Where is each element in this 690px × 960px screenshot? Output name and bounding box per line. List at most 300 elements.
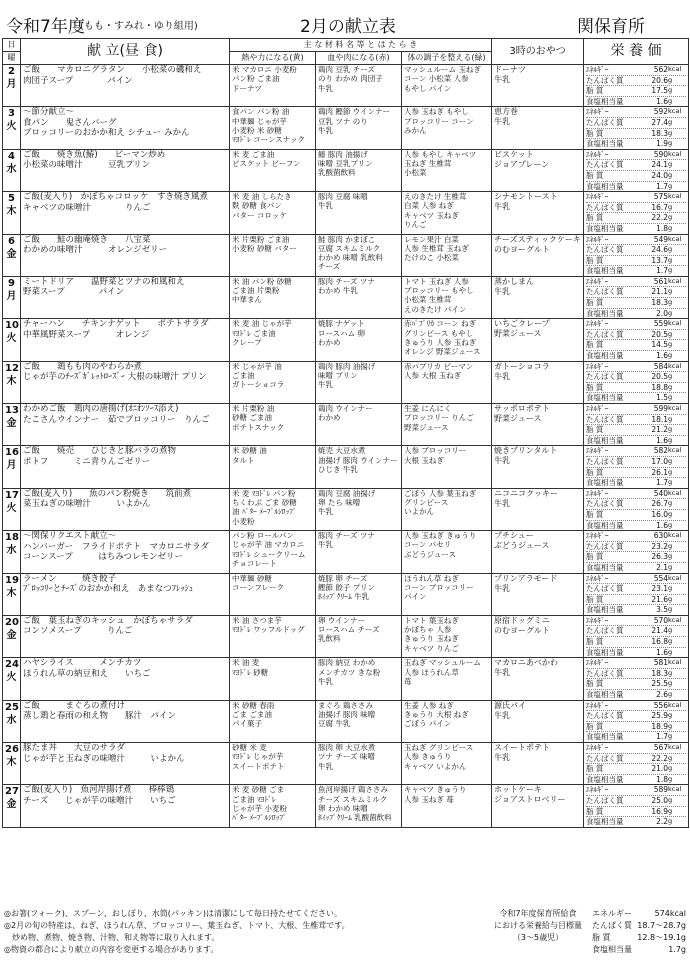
text-line: ご飯(麦入り) 魚河岸揚げ煮 棒棒鶏 bbox=[23, 785, 175, 796]
snack-cell bbox=[492, 234, 584, 276]
text-line: 小麦粉 砂糖 バター bbox=[232, 243, 297, 253]
text-line: 人参 もやし キャベツ bbox=[404, 149, 477, 159]
menu-table bbox=[2, 38, 689, 828]
note-line: ◎2月の旬の特産は、ねぎ、ほうれん草、ブロッコリー、葉玉ねぎ、トマト、大根、生椎茸です。 bbox=[4, 921, 350, 930]
text-line: 牛乳 bbox=[318, 761, 333, 771]
footer-notes bbox=[4, 908, 484, 956]
ingredients-green bbox=[402, 192, 492, 234]
nutrition-label: 脂 質 bbox=[586, 340, 604, 350]
snack-cell bbox=[492, 361, 584, 403]
nutrition-label: 脂 質 bbox=[586, 637, 604, 647]
nutrition-value: 23.1 bbox=[651, 584, 669, 594]
nutrition-label: ｴﾈﾙｷﾞｰ bbox=[586, 446, 609, 456]
date-cell bbox=[3, 234, 21, 276]
weekday: 金 bbox=[6, 799, 17, 811]
ingredients-green bbox=[402, 276, 492, 318]
text-line: 豚肉 卵 大豆水煮 bbox=[318, 743, 376, 752]
text-line: きゅうり 玉ねぎ bbox=[404, 634, 459, 644]
snack-cell bbox=[492, 192, 584, 234]
nutrition-unit: g bbox=[668, 202, 673, 211]
snack-cell bbox=[492, 65, 584, 107]
text-line: りんご bbox=[404, 220, 427, 230]
nutrition-value: 23.2 bbox=[651, 541, 669, 551]
text-line: 牛乳 bbox=[494, 75, 511, 84]
nutrition-value: 18.9 bbox=[651, 721, 669, 731]
nutrition-label: 食塩相当量 bbox=[586, 223, 624, 233]
text-line: わかめ 牛乳 bbox=[318, 286, 358, 296]
text-line: ツナ チーズ 味噌 bbox=[318, 752, 375, 762]
nutrition-unit: g bbox=[668, 245, 673, 254]
nutrition-cell bbox=[584, 192, 689, 234]
text-line: 牛乳 bbox=[318, 540, 333, 550]
nutrition-row bbox=[586, 415, 686, 426]
day-row bbox=[3, 658, 689, 700]
nutrition-value: 1.8 bbox=[656, 223, 669, 233]
nutrition-cell bbox=[584, 743, 689, 785]
nutrition-value: 2.1 bbox=[656, 562, 669, 572]
nutrition-row bbox=[586, 669, 686, 680]
nutrition-label: ｴﾈﾙｷﾞｰ bbox=[586, 573, 609, 583]
nutrition-unit: kcal bbox=[668, 107, 682, 116]
text-line: 人参 玉ねぎ きゅうり bbox=[404, 531, 477, 541]
nutrition-row bbox=[586, 531, 686, 542]
standard-targets bbox=[592, 908, 686, 956]
text-line: 米 マカロニ 小麦粉 bbox=[232, 65, 297, 74]
snack-cell bbox=[492, 404, 584, 446]
ingredients-green bbox=[402, 700, 492, 742]
ingredients-red bbox=[316, 192, 402, 234]
text-line: ビスケット bbox=[494, 149, 534, 159]
nutrition-unit: g bbox=[668, 668, 673, 677]
text-line: 鶏肉 豆乳 チーズ bbox=[318, 65, 375, 74]
day-number: 25 bbox=[5, 701, 19, 713]
day-row bbox=[3, 319, 689, 361]
text-line: 菜玉ねぎの味噌汁 いよかん bbox=[23, 499, 151, 510]
text-line: ポトフ ミニ青りんごゼリー bbox=[23, 456, 151, 467]
nutrition-unit: kcal bbox=[668, 531, 682, 540]
nutrition-label: たんぱく質 bbox=[586, 456, 624, 466]
facility-name: 関保育所 bbox=[577, 17, 645, 37]
text-line: ジョアプレーン bbox=[494, 159, 550, 169]
nutrition-unit: g bbox=[668, 266, 673, 275]
text-line: 牛乳 bbox=[318, 676, 333, 686]
text-line: 油揚げ 豚肉 味噌 bbox=[318, 709, 376, 719]
text-line: チーズ スキムミルク bbox=[318, 794, 388, 804]
date-cell bbox=[3, 404, 21, 446]
text-line: パン粉 ロールパン bbox=[232, 531, 294, 541]
standard-line: における栄養給与目標量 bbox=[494, 921, 582, 930]
day-row bbox=[3, 107, 689, 149]
nutrition-unit: g bbox=[668, 594, 673, 603]
nutrition-unit: g bbox=[668, 223, 673, 232]
text-line: 牛乳 bbox=[318, 507, 333, 517]
day-number: 4 bbox=[8, 150, 15, 162]
nutrition-value: 567 bbox=[653, 743, 669, 752]
nutrition-label: 食塩相当量 bbox=[586, 96, 624, 106]
nutrition-row bbox=[586, 160, 686, 171]
text-line: 中華風野菜スープ オレンジ bbox=[23, 329, 150, 340]
nutrition-unit: g bbox=[668, 774, 673, 783]
nutrition-row bbox=[586, 76, 686, 87]
text-line: 白菜 人参 ねぎ bbox=[404, 201, 454, 211]
nutrition-row bbox=[586, 489, 686, 500]
nutrition-row bbox=[586, 743, 686, 754]
text-line: 中華まん bbox=[232, 295, 262, 305]
text-line: トマト 葉玉ねぎ bbox=[404, 615, 459, 625]
text-line: クレープ bbox=[232, 337, 262, 347]
ingredients-yellow bbox=[230, 446, 316, 488]
text-line: ご飯(麦入り) かぼちゃコロッケ すき焼き風煮 bbox=[23, 192, 208, 203]
nutrition-value: 589 bbox=[653, 785, 669, 795]
nutrition-label: 食塩相当量 bbox=[586, 732, 624, 742]
ingredients-green bbox=[402, 319, 492, 361]
ingredients-red bbox=[316, 361, 402, 403]
nutrition-label: たんぱく質 bbox=[586, 202, 624, 212]
text-line: コーン 小松菜 人参 bbox=[404, 74, 469, 84]
nutrition-unit: kcal bbox=[668, 234, 682, 243]
ingredients-yellow bbox=[230, 531, 316, 573]
nutrition-unit: g bbox=[668, 329, 673, 338]
nutrition-label: たんぱく質 bbox=[586, 117, 624, 127]
nutrition-value: 16.9 bbox=[651, 806, 669, 816]
standard-line: 令和7年度保育所給食 bbox=[499, 909, 577, 918]
text-line: ほうれん草の納豆和え いちご bbox=[23, 668, 151, 679]
nutrition-row bbox=[586, 616, 686, 627]
text-line: プリンアラモード bbox=[494, 573, 558, 583]
text-line: じゃが芋と玉ねぎの味噌汁 いよかん bbox=[23, 753, 185, 764]
nutrition-unit: kcal bbox=[668, 743, 682, 751]
text-line: ホットケーキ bbox=[494, 785, 542, 795]
text-line: 牛乳 bbox=[494, 498, 511, 508]
nutrition-row bbox=[586, 171, 686, 182]
nutrition-label: たんぱく質 bbox=[586, 753, 624, 763]
nutrition-unit: kcal bbox=[668, 488, 682, 497]
nutrition-label: たんぱく質 bbox=[586, 75, 624, 85]
weekday: 火 bbox=[6, 121, 17, 133]
nutrition-label: たんぱく質 bbox=[586, 541, 624, 551]
nutrition-unit: g bbox=[668, 425, 673, 434]
text-line: 牛乳 bbox=[494, 371, 511, 381]
nutrition-label: ｴﾈﾙｷﾞｰ bbox=[586, 65, 609, 74]
text-line: 牛乳 bbox=[494, 286, 511, 296]
nutrition-value: 16.0 bbox=[651, 509, 669, 519]
text-line: 野菜ジュース bbox=[494, 414, 542, 423]
text-line: 食パン 鬼さんバーグ bbox=[23, 117, 117, 128]
text-line: 砂糖 ごま油 bbox=[232, 413, 272, 423]
date-cell bbox=[3, 65, 21, 107]
text-line: ごま油 bbox=[232, 370, 255, 380]
text-line: わかめの味噌汁 オレンジゼリー bbox=[23, 245, 168, 255]
text-line: 鮭 豚肉 かまぼこ bbox=[318, 234, 376, 244]
ingredients-yellow bbox=[230, 488, 316, 530]
nutrition-label: 食塩相当量 bbox=[586, 181, 624, 191]
text-line: マッシュルーム 玉ねぎ bbox=[404, 65, 481, 74]
snack-header: 3時のおやつ bbox=[492, 39, 584, 65]
text-line: ラーメン 焼き餃子 bbox=[23, 573, 117, 584]
nutrition-label: ｴﾈﾙｷﾞｰ bbox=[586, 361, 609, 371]
text-line: 牛乳 bbox=[318, 125, 333, 135]
text-line: 米 麦 油 しらたき bbox=[232, 192, 292, 202]
nutrition-label: 脂 質 bbox=[586, 721, 604, 731]
nutrition-cell bbox=[584, 785, 689, 827]
text-line: キャベツ 玉ねぎ bbox=[404, 210, 459, 220]
weekday: 木 bbox=[6, 375, 17, 387]
nutrition-unit: kcal bbox=[668, 192, 682, 201]
text-line: 小麦粉 bbox=[232, 516, 255, 526]
text-line: キャベツ きゅうり bbox=[404, 785, 467, 795]
nutrition-unit: g bbox=[668, 647, 673, 656]
nutrition-value: 18.1 bbox=[651, 414, 669, 424]
text-line: 蒸かしまん bbox=[494, 276, 535, 286]
menu-cell bbox=[21, 149, 230, 191]
nutrition-row bbox=[586, 690, 686, 700]
nutrition-value: 16.8 bbox=[651, 637, 669, 647]
nutrition-value: 26.3 bbox=[651, 552, 669, 562]
day-number: 13 bbox=[5, 405, 19, 416]
text-line: 味噌 プリン bbox=[318, 370, 358, 380]
nutrition-label: ｴﾈﾙｷﾞｰ bbox=[586, 531, 609, 541]
text-line: 焼豚 卵 チーズ bbox=[318, 573, 368, 583]
nutrition-cell bbox=[584, 615, 689, 657]
nutrition-row bbox=[586, 182, 686, 192]
text-line: みかん bbox=[404, 125, 427, 135]
text-line: ポテトスナック bbox=[232, 422, 285, 432]
weekday: 火 bbox=[6, 502, 17, 514]
text-line: コーンスープ はちみつレモンゼリー bbox=[23, 552, 184, 563]
ingredients-red bbox=[316, 65, 402, 107]
ingredients-green bbox=[402, 361, 492, 403]
ingredients-yellow bbox=[230, 573, 316, 615]
nutrition-cell bbox=[584, 65, 689, 107]
text-line: 砂糖 米 麦 bbox=[232, 743, 267, 752]
text-line: ﾎｲｯﾌﾟｸﾘｰﾑ 牛乳 bbox=[318, 592, 370, 602]
nutrition-cell bbox=[584, 276, 689, 318]
nutrition-value: 599 bbox=[653, 404, 669, 413]
ingredients-red bbox=[316, 531, 402, 573]
ing-green-header: 体の調子を整える(緑) bbox=[402, 52, 492, 65]
text-line: 米 片栗粉 油 bbox=[232, 404, 275, 413]
nutrition-cell bbox=[584, 446, 689, 488]
text-line: 人参 玉ねぎ 苺 bbox=[404, 794, 454, 804]
text-line: チーズスティックケーキ bbox=[494, 234, 581, 244]
text-line: ﾌﾞﾛｯｺﾘｰとﾁｰｽﾞのおかか和え あまなつﾌﾚｯｼｭ bbox=[23, 584, 194, 594]
nutrition-unit: g bbox=[668, 467, 673, 476]
nutrition-unit: g bbox=[668, 478, 673, 487]
nutrition-label: 食塩相当量 bbox=[586, 562, 624, 572]
nutrition-cell bbox=[584, 234, 689, 276]
text-line: 牛乳 bbox=[494, 668, 511, 678]
text-line: ごま油 ﾏﾖﾄﾞﾚ bbox=[232, 794, 276, 804]
nutrition-unit: kcal bbox=[668, 149, 682, 158]
nutrition-unit: g bbox=[668, 170, 673, 179]
nutrition-value: 584 bbox=[653, 361, 669, 371]
text-line: 鰆 豚肉 油揚げ bbox=[318, 149, 368, 159]
nutrition-row bbox=[586, 97, 686, 107]
day-row bbox=[3, 700, 689, 742]
nutrition-value: 14.5 bbox=[651, 340, 669, 350]
nutrition-value: 1.6 bbox=[656, 520, 669, 530]
nutrition-value: 18.3 bbox=[651, 128, 669, 138]
text-line: たけのこ 小松菜 bbox=[404, 253, 459, 263]
text-line: 乳酸菌飲料 bbox=[318, 168, 356, 178]
ingredients-yellow bbox=[230, 658, 316, 700]
text-line: ぶどうジュース bbox=[404, 549, 456, 559]
text-line: 米 油 麦 bbox=[232, 658, 260, 668]
nutrition-row bbox=[586, 319, 686, 330]
text-line: 小松菜の味噌汁 豆乳プリン bbox=[23, 160, 151, 171]
text-line: 赤パプリカ ピーマン bbox=[404, 361, 474, 371]
nutrition-label: 脂 質 bbox=[586, 382, 604, 392]
nutrition-row bbox=[586, 372, 686, 383]
date-cell bbox=[3, 149, 21, 191]
text-line: 牛乳 bbox=[318, 201, 333, 211]
nutrition-value: 24.0 bbox=[651, 170, 669, 180]
nutrition-label: 脂 質 bbox=[586, 298, 604, 308]
ingredients-yellow bbox=[230, 700, 316, 742]
nutrition-value: 561 bbox=[653, 276, 669, 286]
text-line: 米 油 さつま芋 bbox=[232, 615, 282, 625]
text-line: 牛乳 bbox=[494, 710, 511, 720]
ingredients-yellow bbox=[230, 149, 316, 191]
text-line: チーズ じゃが芋の味噌汁 いちご bbox=[23, 795, 176, 806]
nutrition-header: 栄 養 価 bbox=[584, 39, 689, 65]
text-line: ～関保リクエスト献立～ bbox=[23, 531, 117, 542]
snack-cell bbox=[492, 743, 584, 785]
text-line: ブロッコリー もやし bbox=[404, 286, 474, 296]
nutrition-value: 590 bbox=[653, 149, 669, 159]
nutrition-unit: g bbox=[668, 86, 673, 95]
nutrition-label: ｴﾈﾙｷﾞｰ bbox=[586, 107, 609, 117]
text-line: ひじき 牛乳 bbox=[318, 464, 358, 474]
day-number: 24 bbox=[5, 659, 19, 671]
text-line: 米 麦 油 じゃが芋 bbox=[232, 319, 292, 329]
day-row bbox=[3, 743, 689, 785]
ingredients-red bbox=[316, 446, 402, 488]
nutrition-label: 脂 質 bbox=[586, 213, 604, 223]
snack-cell bbox=[492, 785, 584, 827]
ingredients-green bbox=[402, 488, 492, 530]
standard-caption bbox=[492, 908, 584, 944]
text-line: わかめご飯 鶏肉の唐揚げ(ｵﾆｵﾝｿｰｽ添え) bbox=[23, 404, 179, 414]
text-line: グリンピース もやし bbox=[404, 328, 474, 338]
text-line: スイートポテト bbox=[232, 761, 285, 771]
nutrition-label: 食塩相当量 bbox=[586, 647, 624, 657]
nutrition-row bbox=[586, 404, 686, 415]
text-line: 牛乳 bbox=[318, 83, 333, 93]
nutrition-row bbox=[586, 139, 686, 149]
note-line: ◎物資の都合により献立の内容を変更する場合があります。 bbox=[4, 945, 219, 954]
nutrition-unit: g bbox=[668, 117, 673, 126]
nutrition-value: 2.0 bbox=[656, 308, 669, 318]
nutrition-unit: g bbox=[668, 351, 673, 360]
weekday: 木 bbox=[6, 206, 17, 218]
nutrition-value: 559 bbox=[653, 319, 669, 329]
nutrition-cell bbox=[584, 361, 689, 403]
ingredients-yellow bbox=[230, 107, 316, 149]
ingredients-yellow bbox=[230, 361, 316, 403]
day-number: 6 bbox=[8, 235, 15, 247]
text-line: 油揚げ 豚肉 ウインナー bbox=[318, 455, 398, 465]
nutrition-unit: g bbox=[668, 213, 673, 222]
ingredients-green bbox=[402, 531, 492, 573]
standard-line: （3～5歳児） bbox=[512, 933, 564, 942]
nutrition-value: 25.0 bbox=[651, 795, 669, 805]
text-line: わかめ bbox=[318, 337, 341, 347]
text-line: チーズ bbox=[318, 262, 341, 272]
text-line: 豚肉 納豆 わかめ bbox=[318, 658, 376, 668]
nutrition-label: 食塩相当量 bbox=[586, 393, 624, 403]
nutrition-unit: g bbox=[668, 435, 673, 444]
text-line: 赤ﾊﾟﾌﾟﾘｶ コーン ねぎ bbox=[404, 319, 477, 329]
nutrition-row bbox=[586, 118, 686, 129]
text-line: ご飯 鮭の幽庵焼き 八宝菜 bbox=[23, 234, 151, 245]
text-line: ﾏﾖﾄﾞﾚ 砂糖 bbox=[232, 667, 269, 677]
menu-cell bbox=[21, 743, 230, 785]
text-line: トマト 玉ねぎ 人参 bbox=[404, 276, 469, 286]
date-cell bbox=[3, 488, 21, 530]
text-line: チョコレート bbox=[232, 559, 277, 569]
nutrition-row bbox=[586, 510, 686, 521]
text-line: 豚たま丼 大豆のサラダ bbox=[23, 743, 125, 753]
text-line: ごぼう パイン bbox=[404, 719, 452, 729]
nutrition-value: 3.5 bbox=[656, 605, 669, 615]
nutrition-label: ｴﾈﾙｷﾞｰ bbox=[586, 276, 609, 286]
menu-cell bbox=[21, 404, 230, 446]
day-header: 日 bbox=[3, 39, 21, 52]
text-line: 焼きプリンタルト bbox=[494, 446, 558, 456]
nutrition-label: たんぱく質 bbox=[586, 372, 624, 382]
text-line: 鶏肉 ウインナー bbox=[318, 404, 373, 413]
weekday: 月 bbox=[6, 460, 17, 472]
nutrition-value: 17.5 bbox=[651, 86, 669, 96]
nutrition-unit: kcal bbox=[668, 319, 682, 328]
nutrition-value: 16.7 bbox=[651, 202, 669, 212]
text-line: コンソメスープ りんご bbox=[23, 626, 133, 637]
ingredients-yellow bbox=[230, 319, 316, 361]
text-line: キャベツ りんご bbox=[404, 643, 459, 653]
nutrition-unit: g bbox=[668, 552, 673, 561]
text-line: キャベツ いよかん bbox=[404, 761, 467, 771]
ingredients-green bbox=[402, 404, 492, 446]
nutrition-unit: kcal bbox=[668, 404, 682, 412]
nutrition-unit: g bbox=[668, 75, 673, 84]
text-line: グリンピース bbox=[404, 498, 449, 508]
nutrition-value: 592 bbox=[653, 107, 669, 117]
nutrition-label: 食塩相当量 bbox=[586, 139, 624, 149]
nutrition-row bbox=[586, 425, 686, 436]
weekday: 水 bbox=[6, 163, 17, 175]
nutrition-value: 562 bbox=[653, 65, 669, 74]
ingredients-red bbox=[316, 743, 402, 785]
nutrition-row bbox=[586, 478, 686, 488]
day-row bbox=[3, 573, 689, 615]
menu-cell bbox=[21, 658, 230, 700]
text-line: ぶどうジュース bbox=[494, 541, 550, 551]
nutrition-row bbox=[586, 383, 686, 394]
nutrition-label: たんぱく質 bbox=[586, 668, 624, 678]
ingredients-red bbox=[316, 573, 402, 615]
nutrition-label: 食塩相当量 bbox=[586, 774, 624, 784]
ingredients-red bbox=[316, 615, 402, 657]
text-line: 野菜ジュース bbox=[404, 422, 449, 432]
nutrition-value: 630 bbox=[653, 531, 669, 541]
text-line: 米 麦 ごま油 bbox=[232, 149, 275, 159]
snack-cell bbox=[492, 573, 584, 615]
nutrition-row bbox=[586, 817, 686, 827]
text-line: ご飯 葉玉ねぎのキッシュ かぼちゃサラダ bbox=[23, 615, 193, 626]
date-cell bbox=[3, 446, 21, 488]
day-row bbox=[3, 361, 689, 403]
